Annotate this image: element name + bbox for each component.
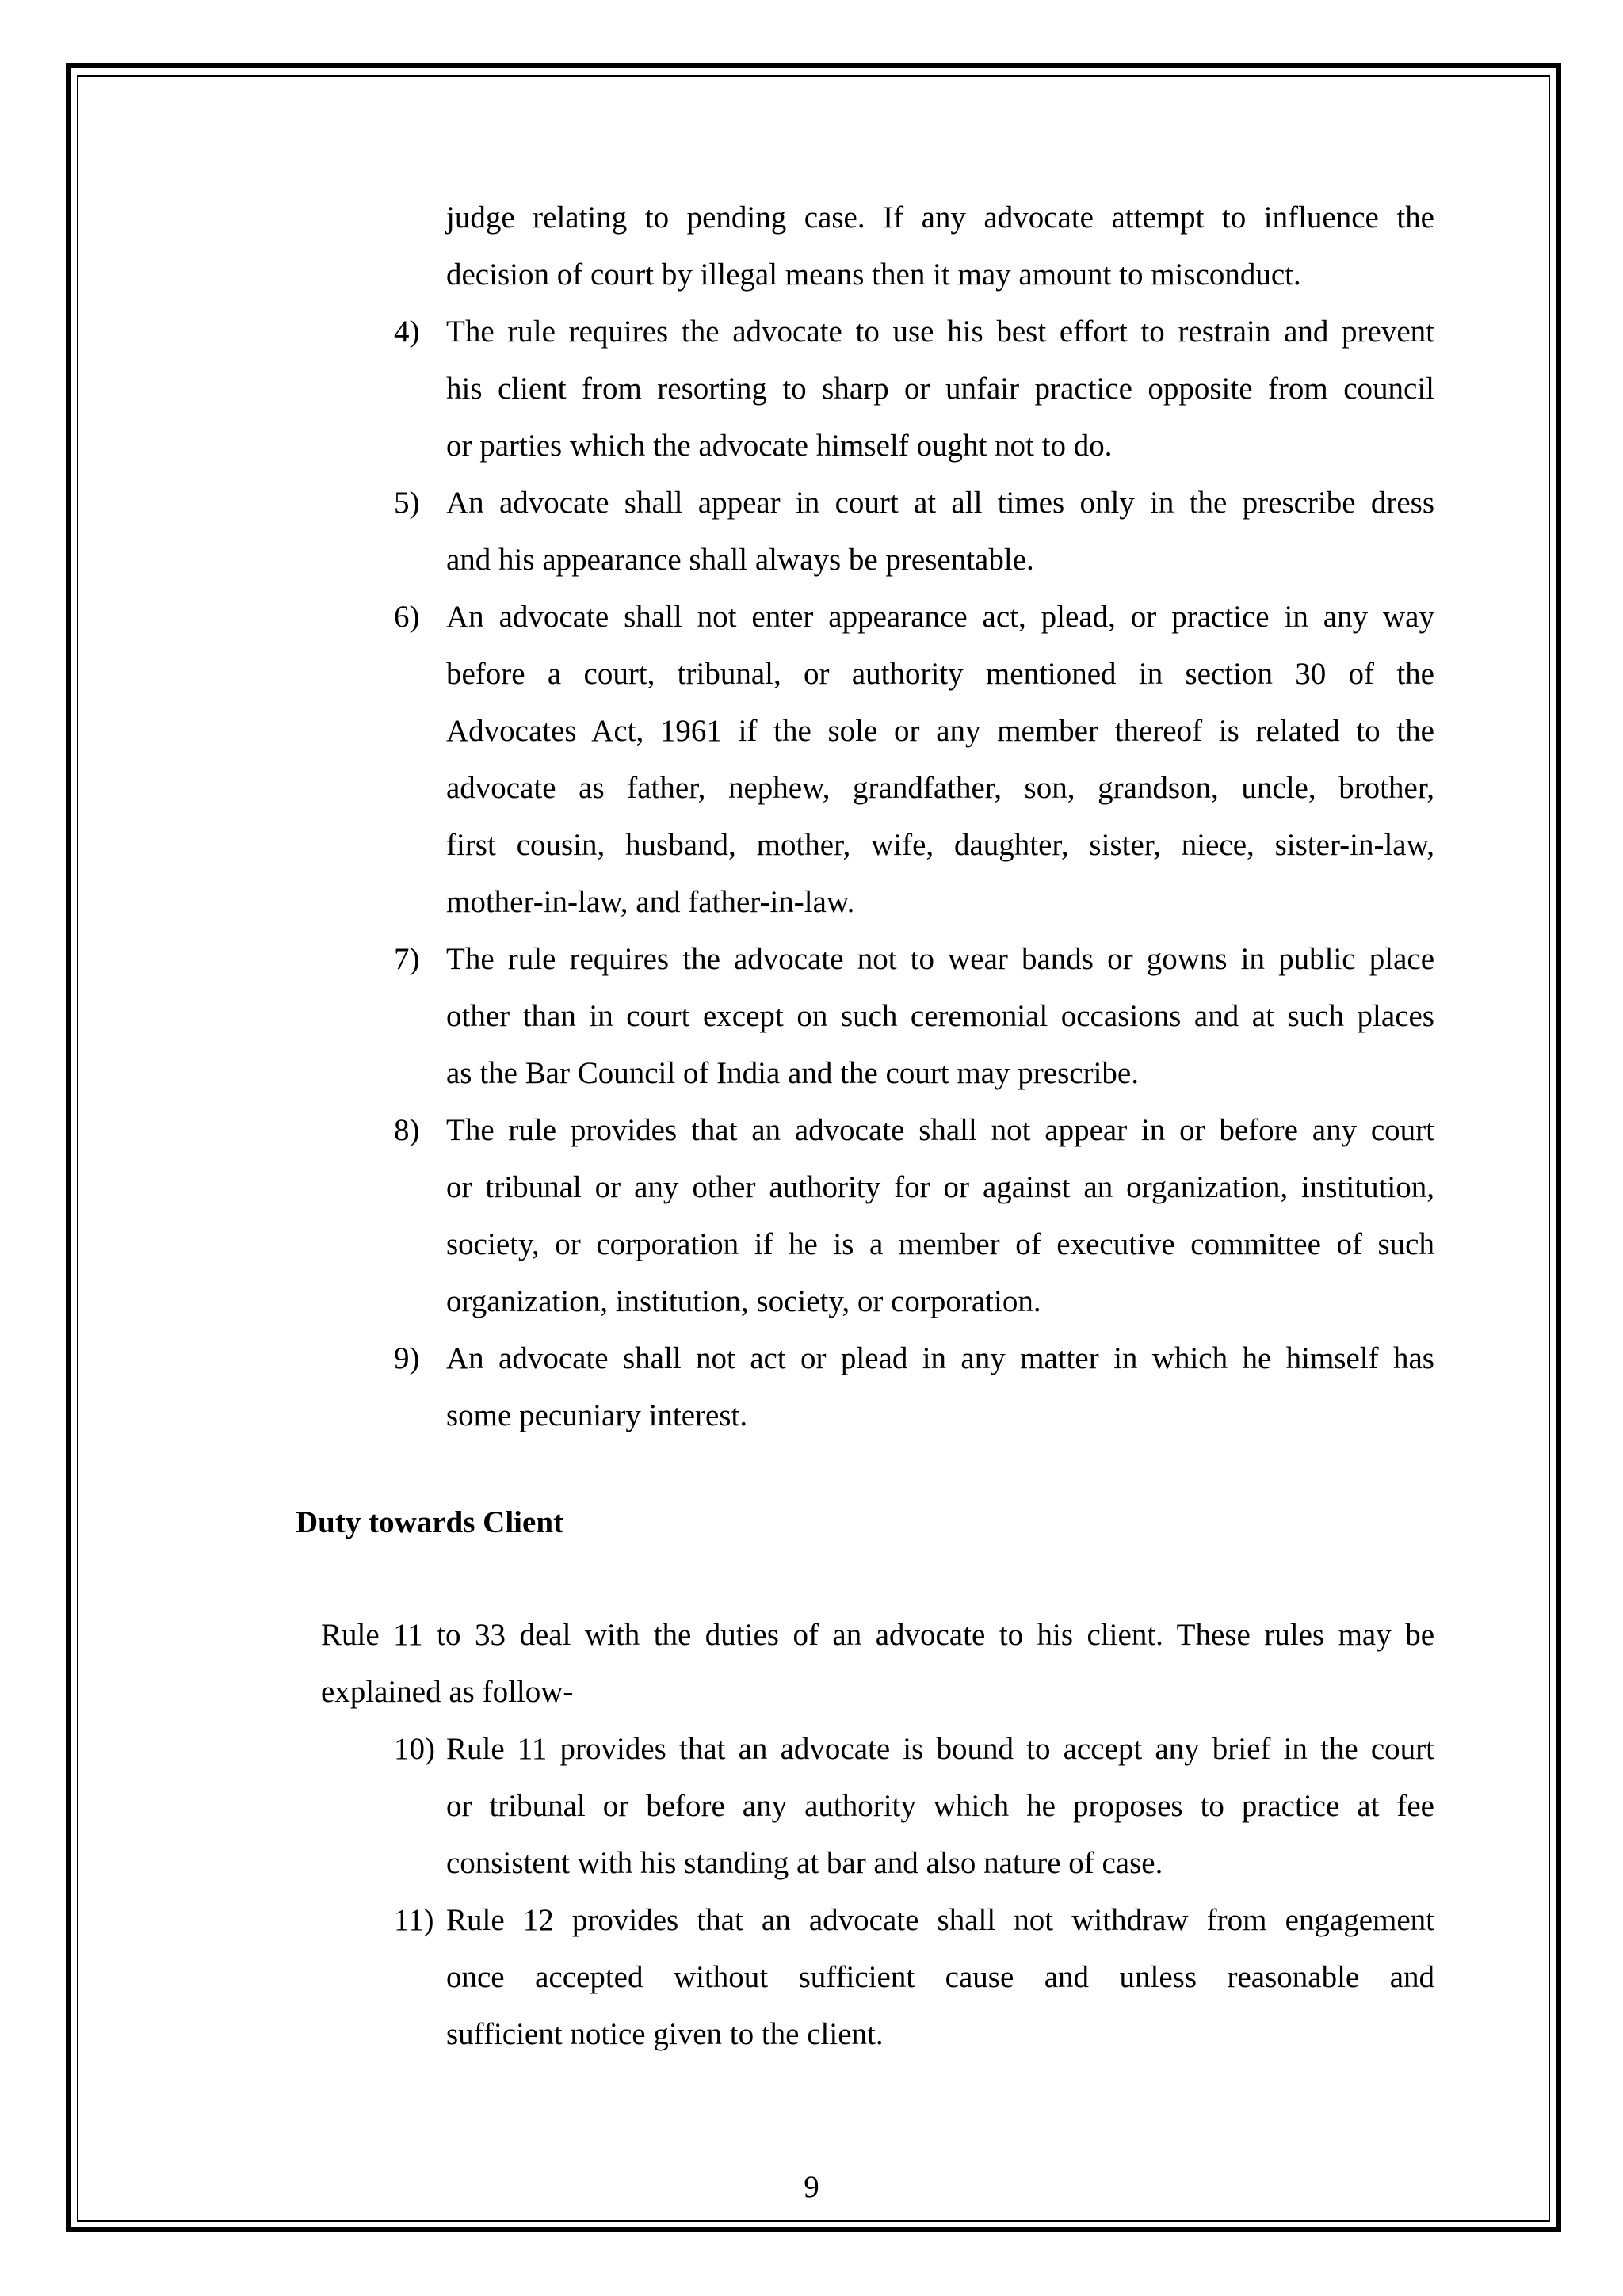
list-item-number: 6) bbox=[394, 600, 420, 634]
list-item-line: or tribunal or any other authority for or against an organization, institution, bbox=[446, 1170, 1434, 1204]
list-item-number: 8) bbox=[394, 1113, 420, 1147]
list-item-line: first cousin, husband, mother, wife, daughter, sister, niece, sister-in-law, bbox=[446, 828, 1434, 862]
list-item-number: 11) bbox=[394, 1903, 434, 1937]
continuation-line: judge relating to pending case. If any advocate attempt to influence the bbox=[446, 200, 1434, 235]
list-item-line: An advocate shall not enter appearance act, plead, or practice in any way bbox=[446, 600, 1434, 634]
list-item-line: sufficient notice given to the client. bbox=[446, 2017, 884, 2051]
list-item-line: advocate as father, nephew, grandfather, son, grandson, uncle, brother, bbox=[446, 771, 1434, 805]
list-item-line: An advocate shall not act or plead in any matter in which he himself has bbox=[446, 1341, 1434, 1375]
list-item-line: or tribunal or before any authority which he proposes to practice at fee bbox=[446, 1789, 1434, 1823]
list-item-line: organization, institution, society, or corporation. bbox=[446, 1284, 1041, 1318]
list-item-line: Rule 12 provides that an advocate shall not withdraw from engagement bbox=[446, 1903, 1434, 1937]
list-item-line: society, or corporation if he is a member of executive committee of such bbox=[446, 1227, 1434, 1261]
section-heading: Duty towards Client bbox=[296, 1505, 563, 1539]
list-item-line: or parties which the advocate himself ought not to do. bbox=[446, 429, 1113, 463]
list-item-line: his client from resorting to sharp or unfair practice opposite from council bbox=[446, 372, 1434, 406]
list-item-line: as the Bar Council of India and the court may prescribe. bbox=[446, 1056, 1139, 1090]
list-item-number: 10) bbox=[394, 1732, 435, 1766]
list-item-line: other than in court except on such ceremonial occasions and at such places bbox=[446, 999, 1434, 1033]
list-item-line: Advocates Act, 1961 if the sole or any member thereof is related to the bbox=[446, 714, 1434, 748]
list-item-line: The rule requires the advocate not to wear bands or gowns in public place bbox=[446, 942, 1434, 976]
list-item-line: The rule requires the advocate to use his best effort to restrain and prevent bbox=[446, 315, 1434, 349]
list-item-number: 7) bbox=[394, 942, 420, 976]
list-item-number: 5) bbox=[394, 486, 420, 520]
list-item-number: 9) bbox=[394, 1341, 420, 1375]
list-item-line: once accepted without sufficient cause and unless reasonable and bbox=[446, 1960, 1434, 1994]
list-item-line: some pecuniary interest. bbox=[446, 1398, 748, 1432]
list-item-line: mother-in-law, and father-in-law. bbox=[446, 885, 855, 919]
list-item-line: consistent with his standing at bar and also nature of case. bbox=[446, 1846, 1163, 1880]
list-item-line: Rule 11 provides that an advocate is bound to accept any brief in the court bbox=[446, 1732, 1434, 1766]
list-item-line: before a court, tribunal, or authority mentioned in section 30 of the bbox=[446, 657, 1434, 691]
list-item-line: An advocate shall appear in court at all times only in the prescribe dress bbox=[446, 486, 1434, 520]
list-item-line: The rule provides that an advocate shall not appear in or before any court bbox=[446, 1113, 1434, 1147]
intro-line: explained as follow- bbox=[321, 1675, 574, 1709]
intro-line: Rule 11 to 33 deal with the duties of an advocate to his client. These rules may be bbox=[321, 1618, 1434, 1652]
list-item-line: and his appearance shall always be presentable. bbox=[446, 543, 1034, 577]
continuation-line: decision of court by illegal means then it may amount to misconduct. bbox=[446, 257, 1301, 292]
page-number: 9 bbox=[804, 2170, 819, 2204]
list-item-number: 4) bbox=[394, 315, 420, 349]
